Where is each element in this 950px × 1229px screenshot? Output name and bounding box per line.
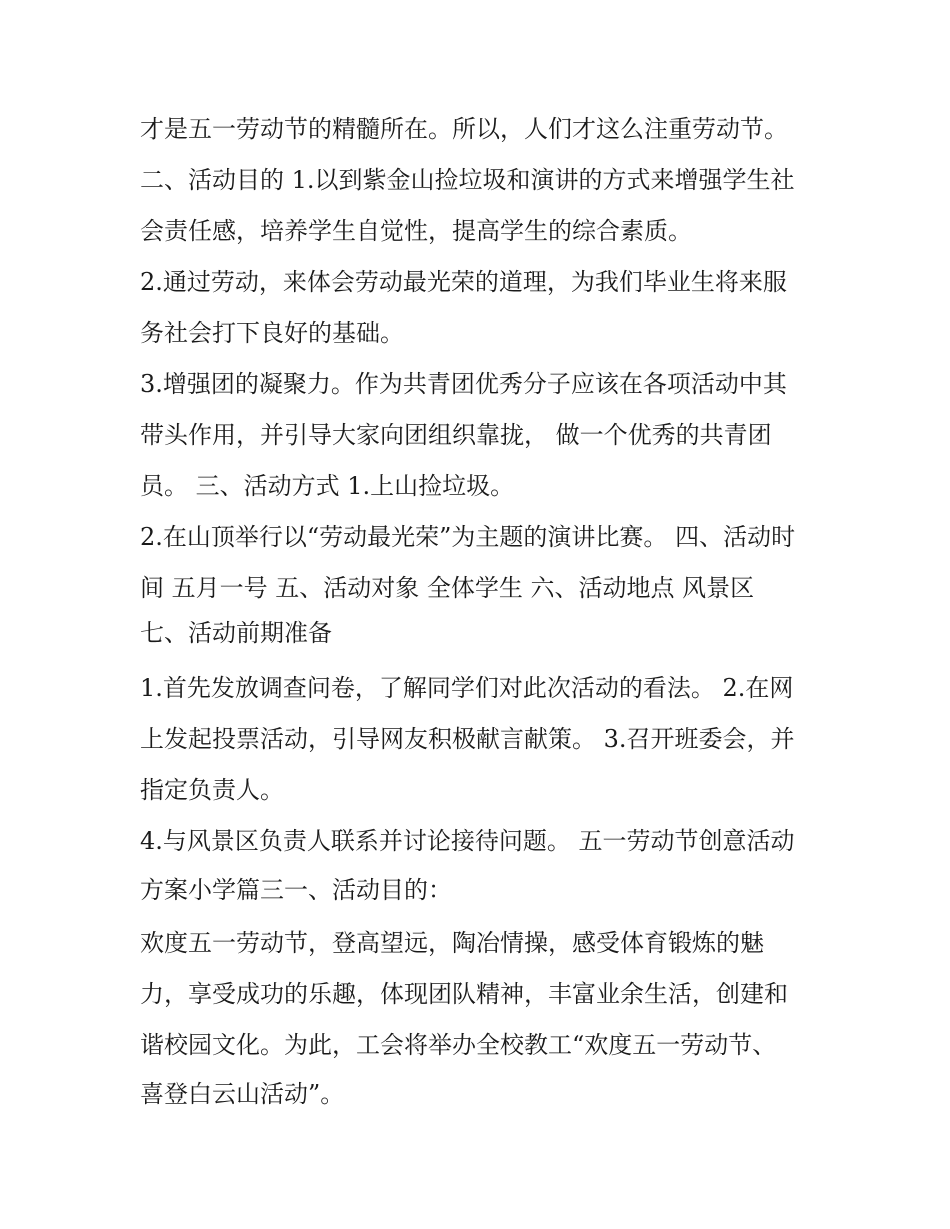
text-line: 1.首先发放调查问卷，了解同学们对此次活动的看法。 2.在网	[140, 674, 794, 702]
text-line: 才是五一劳动节的精髓所在。所以，人们才这么注重劳动节。	[140, 115, 788, 143]
text-line: 喜登白云山活动”。	[140, 1080, 345, 1108]
text-line: 上发起投票活动，引导网友积极献言献策。 3.召开班委会，并	[140, 725, 795, 753]
text-line: 2.在山顶举行以“劳动最光荣”为主题的演讲比赛。 四、活动时	[140, 523, 796, 551]
text-line: 4.与风景区负责人联系并讨论接待问题。 五一劳动节创意活动	[140, 827, 795, 855]
text-line: 欢度五一劳动节，登高望远，陶冶情操，感受体育锻炼的魅	[140, 929, 764, 957]
text-line: 带头作用，并引导大家向团组织靠拢， 做一个优秀的共青团	[140, 421, 772, 449]
text-line: 七、活动前期准备	[140, 619, 332, 647]
text-line: 会责任感，培养学生自觉性，提高学生的综合素质。	[140, 217, 692, 245]
text-line: 方案小学篇三一、活动目的：	[140, 876, 452, 904]
text-line: 3.增强团的凝聚力。作为共青团优秀分子应该在各项活动中其	[140, 370, 787, 398]
text-line: 谐校园文化。为此，工会将举办全校教工“欢度五一劳动节、	[140, 1031, 777, 1059]
text-line: 务社会打下良好的基础。	[140, 319, 404, 347]
text-line: 间 五月一号 五、活动对象 全体学生 六、活动地点 风景区	[140, 574, 755, 602]
text-line: 二、活动目的 1.以到紫金山捡垃圾和演讲的方式来增强学生社	[140, 166, 795, 194]
text-line: 员。 三、活动方式 1.上山捡垃圾。	[140, 472, 515, 500]
text-line: 2.通过劳动，来体会劳动最光荣的道理，为我们毕业生将来服	[140, 268, 787, 296]
text-line: 指定负责人。	[140, 776, 284, 804]
text-line: 力，享受成功的乐趣，体现团队精神，丰富业余生活，创建和	[140, 980, 788, 1008]
